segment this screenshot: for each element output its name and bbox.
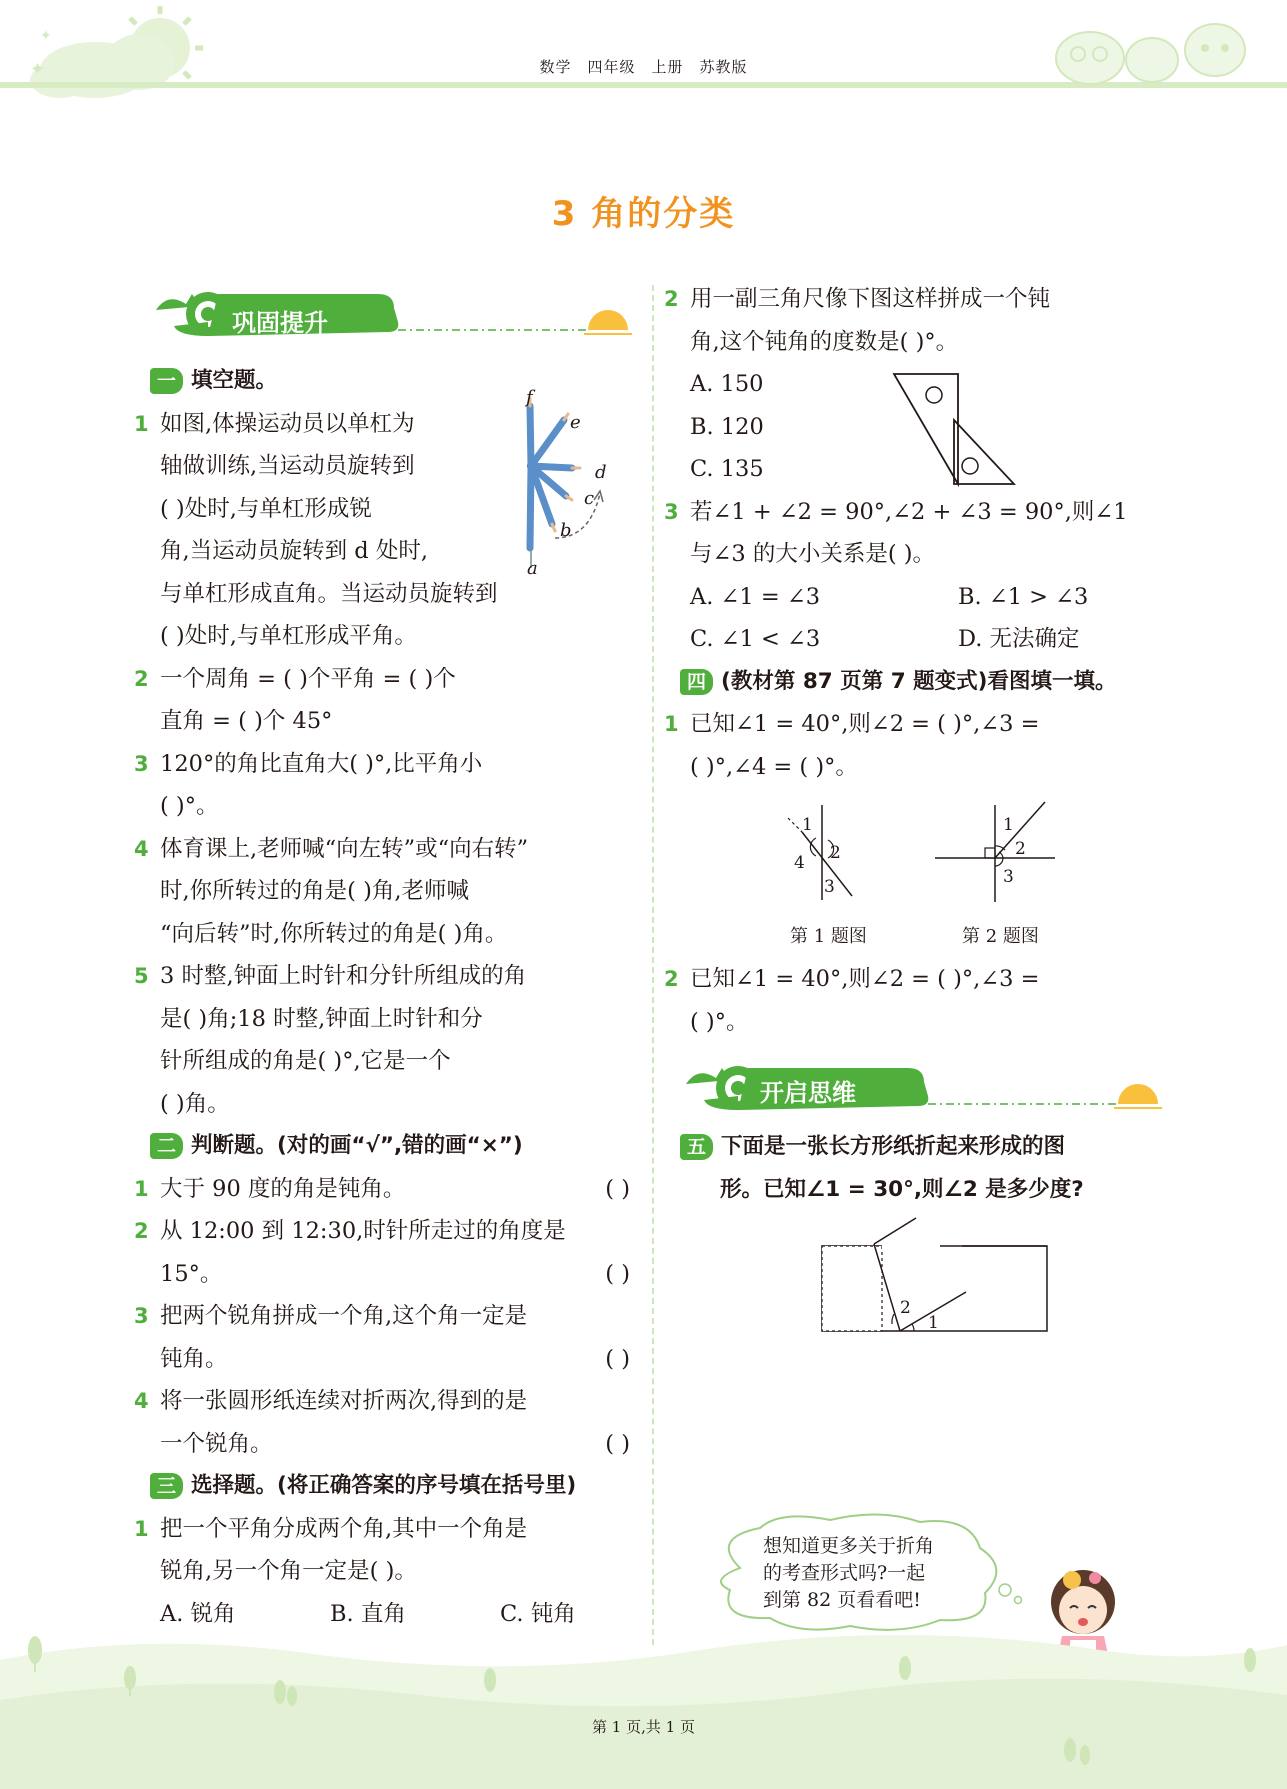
choice-q3-options-row1 bbox=[690, 576, 1160, 619]
question-number: 5 bbox=[134, 964, 149, 988]
header-edition: 苏教版 bbox=[699, 58, 748, 76]
question-number: 1 bbox=[664, 712, 679, 736]
caption-fig1: 第 1 题图 bbox=[790, 926, 867, 947]
choice-q3 bbox=[664, 491, 1160, 534]
answer-paren[interactable]: ( ) bbox=[605, 1175, 630, 1202]
option-c[interactable]: C. 135 bbox=[690, 456, 764, 482]
label-b: b bbox=[560, 520, 572, 541]
angle-label: 1 bbox=[802, 815, 813, 835]
fill-q5 bbox=[134, 955, 630, 998]
column-divider bbox=[652, 285, 654, 1645]
text-line: 角,当运动员旋转到 d 处时, bbox=[160, 538, 429, 564]
angle-label: 1 bbox=[928, 1313, 939, 1333]
text-line: ( )°。 bbox=[690, 1008, 749, 1035]
text-line: 15°。 bbox=[160, 1260, 223, 1287]
text-line: ( )°。 bbox=[160, 793, 219, 819]
question-number: 1 bbox=[134, 1516, 149, 1541]
choice-q1 bbox=[134, 1508, 630, 1551]
section-label: 判断题。(对的画“√”,错的画“×”) bbox=[191, 1133, 523, 1158]
text-line: 轴做训练,当运动员旋转到 bbox=[160, 453, 415, 479]
page-footer: 第 1 页,共 1 页 bbox=[592, 1718, 695, 1736]
section-thinking bbox=[680, 1126, 1170, 1211]
label-a: a bbox=[527, 558, 538, 578]
fill-q4 bbox=[134, 828, 630, 871]
angle-label: 3 bbox=[824, 877, 835, 897]
text-line: 一个锐角。 bbox=[160, 1430, 273, 1457]
judge-q1 bbox=[134, 1168, 630, 1211]
text-line: 3 时整,钟面上时针和分针所组成的角 bbox=[160, 963, 527, 989]
folded-paper-figure bbox=[816, 1212, 1056, 1337]
text-line: 体育课上,老师喊“向左转”或“向右转” bbox=[160, 835, 529, 862]
banner-left-text: 巩固提升 bbox=[232, 309, 328, 337]
option-a[interactable]: A. 150 bbox=[690, 371, 764, 397]
text-line: 时,你所转过的角是( )角,老师喊 bbox=[160, 878, 470, 904]
option-a[interactable]: A. ∠1 = ∠3 bbox=[690, 583, 821, 610]
section-label: 填空题。 bbox=[191, 368, 278, 393]
svg-text:✦: ✦ bbox=[40, 28, 52, 44]
text-line: “向后转”时,你所转过的角是( )角。 bbox=[160, 920, 508, 947]
banner-right-text: 开启思维 bbox=[760, 1079, 856, 1107]
bubble-line: 想知道更多关于折角 bbox=[763, 1535, 935, 1557]
text-line: 已知∠1 = 40°,则∠2 = ( )°,∠3 = bbox=[690, 711, 1040, 737]
bubble-text bbox=[763, 1533, 1003, 1614]
header-subject: 数学 bbox=[539, 58, 572, 76]
triangle-rulers-figure bbox=[886, 368, 1016, 488]
gymnast-bar-figure bbox=[510, 388, 630, 578]
text-line: 将一张圆形纸连续对折两次,得到的是 bbox=[160, 1388, 528, 1414]
banner-right bbox=[678, 1056, 1168, 1116]
section-tag: 五 bbox=[680, 1134, 713, 1160]
look-figure-1 bbox=[780, 800, 880, 910]
section-choice bbox=[157, 1465, 630, 1508]
text-line-with-paren bbox=[160, 1253, 630, 1296]
text-line: 若∠1 + ∠2 = 90°,∠2 + ∠3 = 90°,则∠1 bbox=[690, 498, 1128, 525]
text-line: 钝角。 bbox=[160, 1345, 228, 1372]
text-line: 与单杠形成直角。当运动员旋转到 bbox=[160, 580, 498, 607]
angle-label: 2 bbox=[900, 1298, 911, 1318]
question-number: 1 bbox=[134, 1176, 149, 1201]
text-line: ( )处时,与单杠形成平角。 bbox=[160, 623, 417, 649]
section-tag: 四 bbox=[680, 669, 713, 695]
text-line-with-paren bbox=[160, 1338, 630, 1381]
answer-paren[interactable]: ( ) bbox=[605, 1345, 630, 1372]
text-line: 角,这个钝角的度数是( )°。 bbox=[690, 328, 959, 355]
question-number: 4 bbox=[134, 1389, 149, 1413]
label-f: f bbox=[526, 388, 533, 408]
option-c[interactable]: C. 钝角 bbox=[500, 1600, 576, 1627]
question-number: 3 bbox=[134, 1304, 149, 1328]
choice-q2 bbox=[664, 278, 1160, 321]
header-volume: 上册 bbox=[651, 58, 684, 76]
header-text bbox=[0, 56, 1287, 77]
angle-label: 2 bbox=[830, 843, 841, 863]
text-line: 把一个平角分成两个角,其中一个角是 bbox=[160, 1515, 528, 1542]
text-line: 一个周角 = ( )个平角 = ( )个 bbox=[160, 665, 456, 692]
text-line: 如图,体操运动员以单杠为 bbox=[160, 410, 415, 437]
question-number: 3 bbox=[134, 751, 149, 776]
header-decoration bbox=[0, 0, 1287, 110]
option-d[interactable]: D. 无法确定 bbox=[958, 626, 1080, 652]
question-number: 3 bbox=[664, 499, 679, 524]
label-e: e bbox=[570, 412, 581, 433]
text-line: 120°的角比直角大( )°,比平角小 bbox=[160, 750, 483, 777]
header-grade: 四年级 bbox=[587, 58, 636, 76]
text-line: 把两个锐角拼成一个角,这个角一定是 bbox=[160, 1303, 528, 1329]
page-title: 3 角的分类 bbox=[551, 194, 736, 234]
option-c[interactable]: C. ∠1 < ∠3 bbox=[690, 626, 821, 652]
question-number: 2 bbox=[664, 967, 679, 991]
choice-q3-options-row2 bbox=[690, 618, 1160, 661]
look-figure-2 bbox=[935, 800, 1060, 910]
label-c: c bbox=[584, 488, 595, 509]
text-line: 锐角,另一个角一定是( )。 bbox=[160, 1558, 417, 1584]
section-tag: 三 bbox=[150, 1473, 183, 1499]
judge-q3 bbox=[134, 1295, 630, 1338]
section-look bbox=[687, 661, 1160, 704]
angle-label: 1 bbox=[1003, 815, 1014, 835]
banner-left bbox=[148, 282, 638, 342]
angle-label: 2 bbox=[1015, 839, 1026, 859]
look-figures-space bbox=[690, 788, 1160, 958]
text-line: 是( )角;18 时整,钟面上时针和分 bbox=[160, 1005, 483, 1032]
svg-text:✦: ✦ bbox=[30, 59, 46, 80]
section-judge bbox=[157, 1125, 630, 1168]
judge-q4 bbox=[134, 1380, 630, 1423]
angle-label: 3 bbox=[1003, 867, 1014, 887]
caption-fig2: 第 2 题图 bbox=[962, 926, 1039, 947]
text-line: ( )角。 bbox=[160, 1090, 230, 1117]
answer-paren[interactable]: ( ) bbox=[605, 1430, 630, 1457]
answer-paren[interactable]: ( ) bbox=[605, 1260, 630, 1287]
fill-q3 bbox=[134, 743, 630, 786]
option-b[interactable]: B. 直角 bbox=[330, 1600, 406, 1627]
section-label: 选择题。(将正确答案的序号填在括号里) bbox=[191, 1473, 577, 1498]
section-label: (教材第 87 页第 7 题变式)看图填一填。 bbox=[721, 668, 1117, 694]
option-b[interactable]: B. 120 bbox=[690, 413, 764, 440]
bubble-line: 的考查形式吗?一起 bbox=[763, 1562, 926, 1584]
fill-q2 bbox=[134, 658, 630, 701]
label-d: d bbox=[595, 462, 607, 483]
look-q2 bbox=[664, 958, 1160, 1001]
text-line: 已知∠1 = 40°,则∠2 = ( )°,∠3 = bbox=[690, 966, 1040, 992]
question-number: 2 bbox=[664, 287, 679, 311]
section-label: 下面是一张长方形纸折起来形成的图 bbox=[721, 1134, 1066, 1159]
text-line: ( )°,∠4 = ( )°。 bbox=[690, 753, 858, 780]
text-line: 用一副三角尺像下图这样拼成一个钝 bbox=[690, 286, 1051, 312]
bubble-line: 到第 82 页看看吧! bbox=[763, 1589, 921, 1611]
text-line-with-paren bbox=[160, 1423, 630, 1466]
text-line: 直角 = ( )个 45° bbox=[160, 708, 333, 734]
bottom-landscape bbox=[0, 1620, 1287, 1789]
question-number: 2 bbox=[134, 666, 149, 691]
text-line: 针所组成的角是( )°,它是一个 bbox=[160, 1048, 451, 1074]
judge-q2 bbox=[134, 1210, 630, 1253]
section-tag: 一 bbox=[150, 368, 183, 394]
question-number: 1 bbox=[134, 411, 149, 436]
section-tag: 二 bbox=[150, 1133, 183, 1159]
question-number: 2 bbox=[134, 1219, 149, 1243]
text-line: ( )处时,与单杠形成锐 bbox=[160, 495, 372, 522]
text-line: 从 12:00 到 12:30,时针所走过的角度是 bbox=[160, 1218, 566, 1244]
option-a[interactable]: A. 锐角 bbox=[160, 1600, 236, 1627]
question-number: 4 bbox=[134, 836, 149, 861]
text-line: 与∠3 的大小关系是( )。 bbox=[690, 541, 936, 567]
option-b[interactable]: B. ∠1 > ∠3 bbox=[958, 583, 1089, 610]
section-label-cont: 形。已知∠1 = 30°,则∠2 是多少度? bbox=[720, 1176, 1084, 1202]
look-q1 bbox=[664, 703, 1160, 746]
angle-label: 4 bbox=[794, 853, 805, 873]
text-line: 大于 90 度的角是钝角。 bbox=[160, 1175, 406, 1202]
